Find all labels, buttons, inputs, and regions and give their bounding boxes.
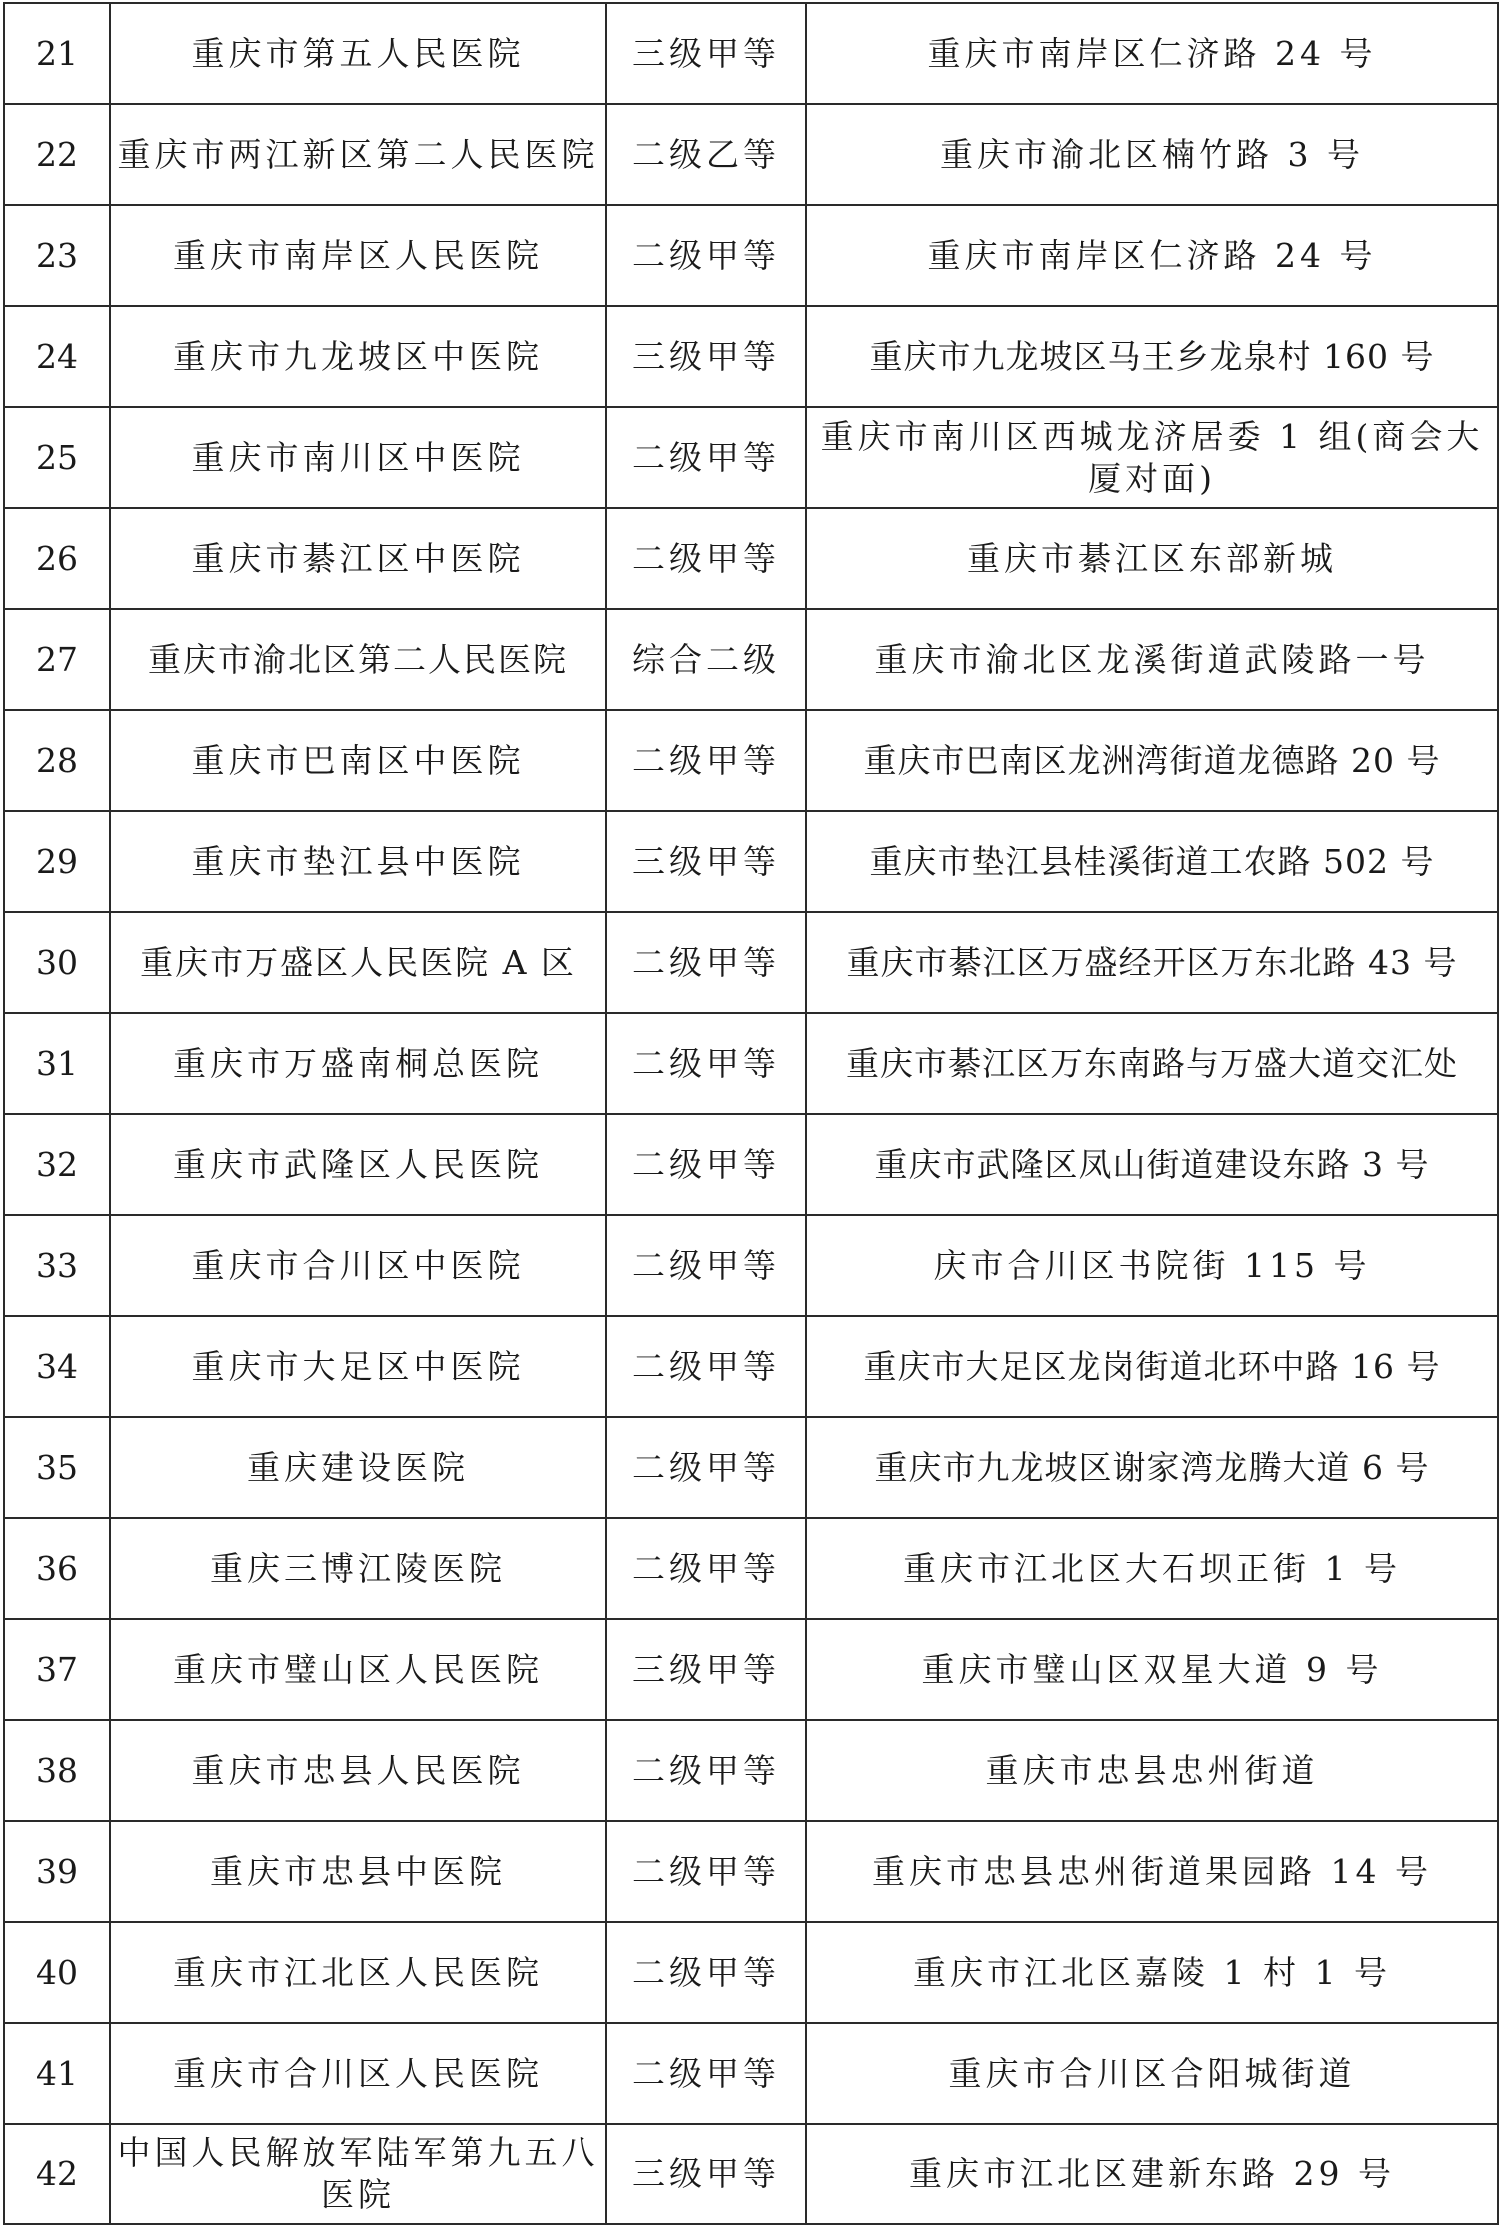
table-row (4, 710, 1498, 811)
hospital-level: 二级甲等 (606, 1316, 806, 1417)
hospital-level: 二级甲等 (606, 1518, 806, 1619)
row-number: 42 (4, 2124, 110, 2224)
table-row (4, 2023, 1498, 2124)
hospital-address: 重庆市璧山区双星大道 9 号 (806, 1619, 1498, 1720)
hospital-level: 二级甲等 (606, 407, 806, 508)
hospital-name: 重庆市南川区中医院 (110, 407, 606, 508)
hospital-name: 重庆市合川区人民医院 (110, 2023, 606, 2124)
hospital-name: 重庆市第五人民医院 (110, 3, 606, 104)
hospital-level: 二级甲等 (606, 1922, 806, 2023)
hospital-address: 重庆市九龙坡区谢家湾龙腾大道 6 号 (806, 1417, 1498, 1518)
hospital-address: 重庆市江北区嘉陵 1 村 1 号 (806, 1922, 1498, 2023)
table-row (4, 609, 1498, 710)
hospital-address: 重庆市綦江区万东南路与万盛大道交汇处 (806, 1013, 1498, 1114)
hospital-name: 重庆市万盛区人民医院 A 区 (110, 912, 606, 1013)
row-number: 38 (4, 1720, 110, 1821)
hospital-address: 重庆市南川区西城龙济居委 1 组(商会大厦对面) (806, 407, 1498, 508)
table-row (4, 508, 1498, 609)
hospital-level: 二级甲等 (606, 205, 806, 306)
table-row (4, 306, 1498, 407)
hospital-level: 三级甲等 (606, 1619, 806, 1720)
row-number: 35 (4, 1417, 110, 1518)
hospital-level: 三级甲等 (606, 811, 806, 912)
table-row (4, 1114, 1498, 1215)
hospital-name: 重庆市綦江区中医院 (110, 508, 606, 609)
row-number: 28 (4, 710, 110, 811)
table-row (4, 2124, 1498, 2224)
hospital-level: 二级甲等 (606, 710, 806, 811)
hospital-address: 重庆市渝北区龙溪街道武陵路一号 (806, 609, 1498, 710)
hospital-level: 二级甲等 (606, 912, 806, 1013)
hospital-name: 重庆市合川区中医院 (110, 1215, 606, 1316)
row-number: 37 (4, 1619, 110, 1720)
row-number: 32 (4, 1114, 110, 1215)
hospital-address: 重庆市南岸区仁济路 24 号 (806, 3, 1498, 104)
hospital-level: 二级甲等 (606, 1821, 806, 1922)
hospital-name: 重庆市武隆区人民医院 (110, 1114, 606, 1215)
table-row (4, 912, 1498, 1013)
hospital-address: 重庆市大足区龙岗街道北环中路 16 号 (806, 1316, 1498, 1417)
hospital-name: 重庆市忠县人民医院 (110, 1720, 606, 1821)
row-number: 33 (4, 1215, 110, 1316)
row-number: 30 (4, 912, 110, 1013)
hospital-name: 重庆市两江新区第二人民医院 (110, 104, 606, 205)
row-number: 39 (4, 1821, 110, 1922)
hospital-level: 三级甲等 (606, 3, 806, 104)
row-number: 41 (4, 2023, 110, 2124)
hospital-level: 二级甲等 (606, 1013, 806, 1114)
hospital-address: 重庆市忠县忠州街道果园路 14 号 (806, 1821, 1498, 1922)
hospital-address: 重庆市渝北区楠竹路 3 号 (806, 104, 1498, 205)
hospital-name: 重庆市巴南区中医院 (110, 710, 606, 811)
row-number: 25 (4, 407, 110, 508)
table-row (4, 407, 1498, 508)
hospital-address: 重庆市巴南区龙洲湾街道龙德路 20 号 (806, 710, 1498, 811)
row-number: 31 (4, 1013, 110, 1114)
hospital-level: 二级甲等 (606, 1114, 806, 1215)
hospital-level: 三级甲等 (606, 306, 806, 407)
hospital-name: 重庆市九龙坡区中医院 (110, 306, 606, 407)
hospital-level: 二级甲等 (606, 508, 806, 609)
table-row (4, 1720, 1498, 1821)
table-row (4, 1013, 1498, 1114)
hospital-address: 重庆市綦江区万盛经开区万东北路 43 号 (806, 912, 1498, 1013)
hospital-level: 二级甲等 (606, 1215, 806, 1316)
hospital-table-body (4, 3, 1498, 2224)
hospital-address: 重庆市江北区建新东路 29 号 (806, 2124, 1498, 2224)
table-row (4, 104, 1498, 205)
row-number: 26 (4, 508, 110, 609)
hospital-address: 重庆市九龙坡区马王乡龙泉村 160 号 (806, 306, 1498, 407)
hospital-name: 重庆市江北区人民医院 (110, 1922, 606, 2023)
table-row (4, 1518, 1498, 1619)
table-row (4, 1417, 1498, 1518)
row-number: 21 (4, 3, 110, 104)
row-number: 40 (4, 1922, 110, 2023)
hospital-level: 三级甲等 (606, 2124, 806, 2224)
row-number: 29 (4, 811, 110, 912)
table-row (4, 3, 1498, 104)
row-number: 34 (4, 1316, 110, 1417)
hospital-address: 重庆市綦江区东部新城 (806, 508, 1498, 609)
hospital-level: 二级甲等 (606, 1417, 806, 1518)
table-row (4, 811, 1498, 912)
hospital-name: 重庆市渝北区第二人民医院 (110, 609, 606, 710)
hospital-address: 重庆市南岸区仁济路 24 号 (806, 205, 1498, 306)
row-number: 27 (4, 609, 110, 710)
table-row (4, 1215, 1498, 1316)
hospital-name: 重庆市璧山区人民医院 (110, 1619, 606, 1720)
hospital-name: 重庆市大足区中医院 (110, 1316, 606, 1417)
hospital-address: 重庆市合川区合阳城街道 (806, 2023, 1498, 2124)
hospital-name: 中国人民解放军陆军第九五八医院 (110, 2124, 606, 2224)
hospital-name: 重庆三博江陵医院 (110, 1518, 606, 1619)
row-number: 23 (4, 205, 110, 306)
hospital-address: 重庆市忠县忠州街道 (806, 1720, 1498, 1821)
hospital-name: 重庆建设医院 (110, 1417, 606, 1518)
table-row (4, 1619, 1498, 1720)
row-number: 36 (4, 1518, 110, 1619)
hospital-address: 重庆市武隆区凤山街道建设东路 3 号 (806, 1114, 1498, 1215)
row-number: 24 (4, 306, 110, 407)
hospital-address: 重庆市垫江县桂溪街道工农路 502 号 (806, 811, 1498, 912)
hospital-level: 二级乙等 (606, 104, 806, 205)
table-row (4, 1316, 1498, 1417)
hospital-name: 重庆市忠县中医院 (110, 1821, 606, 1922)
hospital-address: 庆市合川区书院街 115 号 (806, 1215, 1498, 1316)
table-row (4, 1821, 1498, 1922)
hospital-table (3, 2, 1499, 2225)
hospital-level: 综合二级 (606, 609, 806, 710)
hospital-name: 重庆市垫江县中医院 (110, 811, 606, 912)
table-row (4, 205, 1498, 306)
hospital-level: 二级甲等 (606, 2023, 806, 2124)
hospital-address: 重庆市江北区大石坝正街 1 号 (806, 1518, 1498, 1619)
hospital-name: 重庆市万盛南桐总医院 (110, 1013, 606, 1114)
table-row (4, 1922, 1498, 2023)
hospital-name: 重庆市南岸区人民医院 (110, 205, 606, 306)
row-number: 22 (4, 104, 110, 205)
hospital-level: 二级甲等 (606, 1720, 806, 1821)
